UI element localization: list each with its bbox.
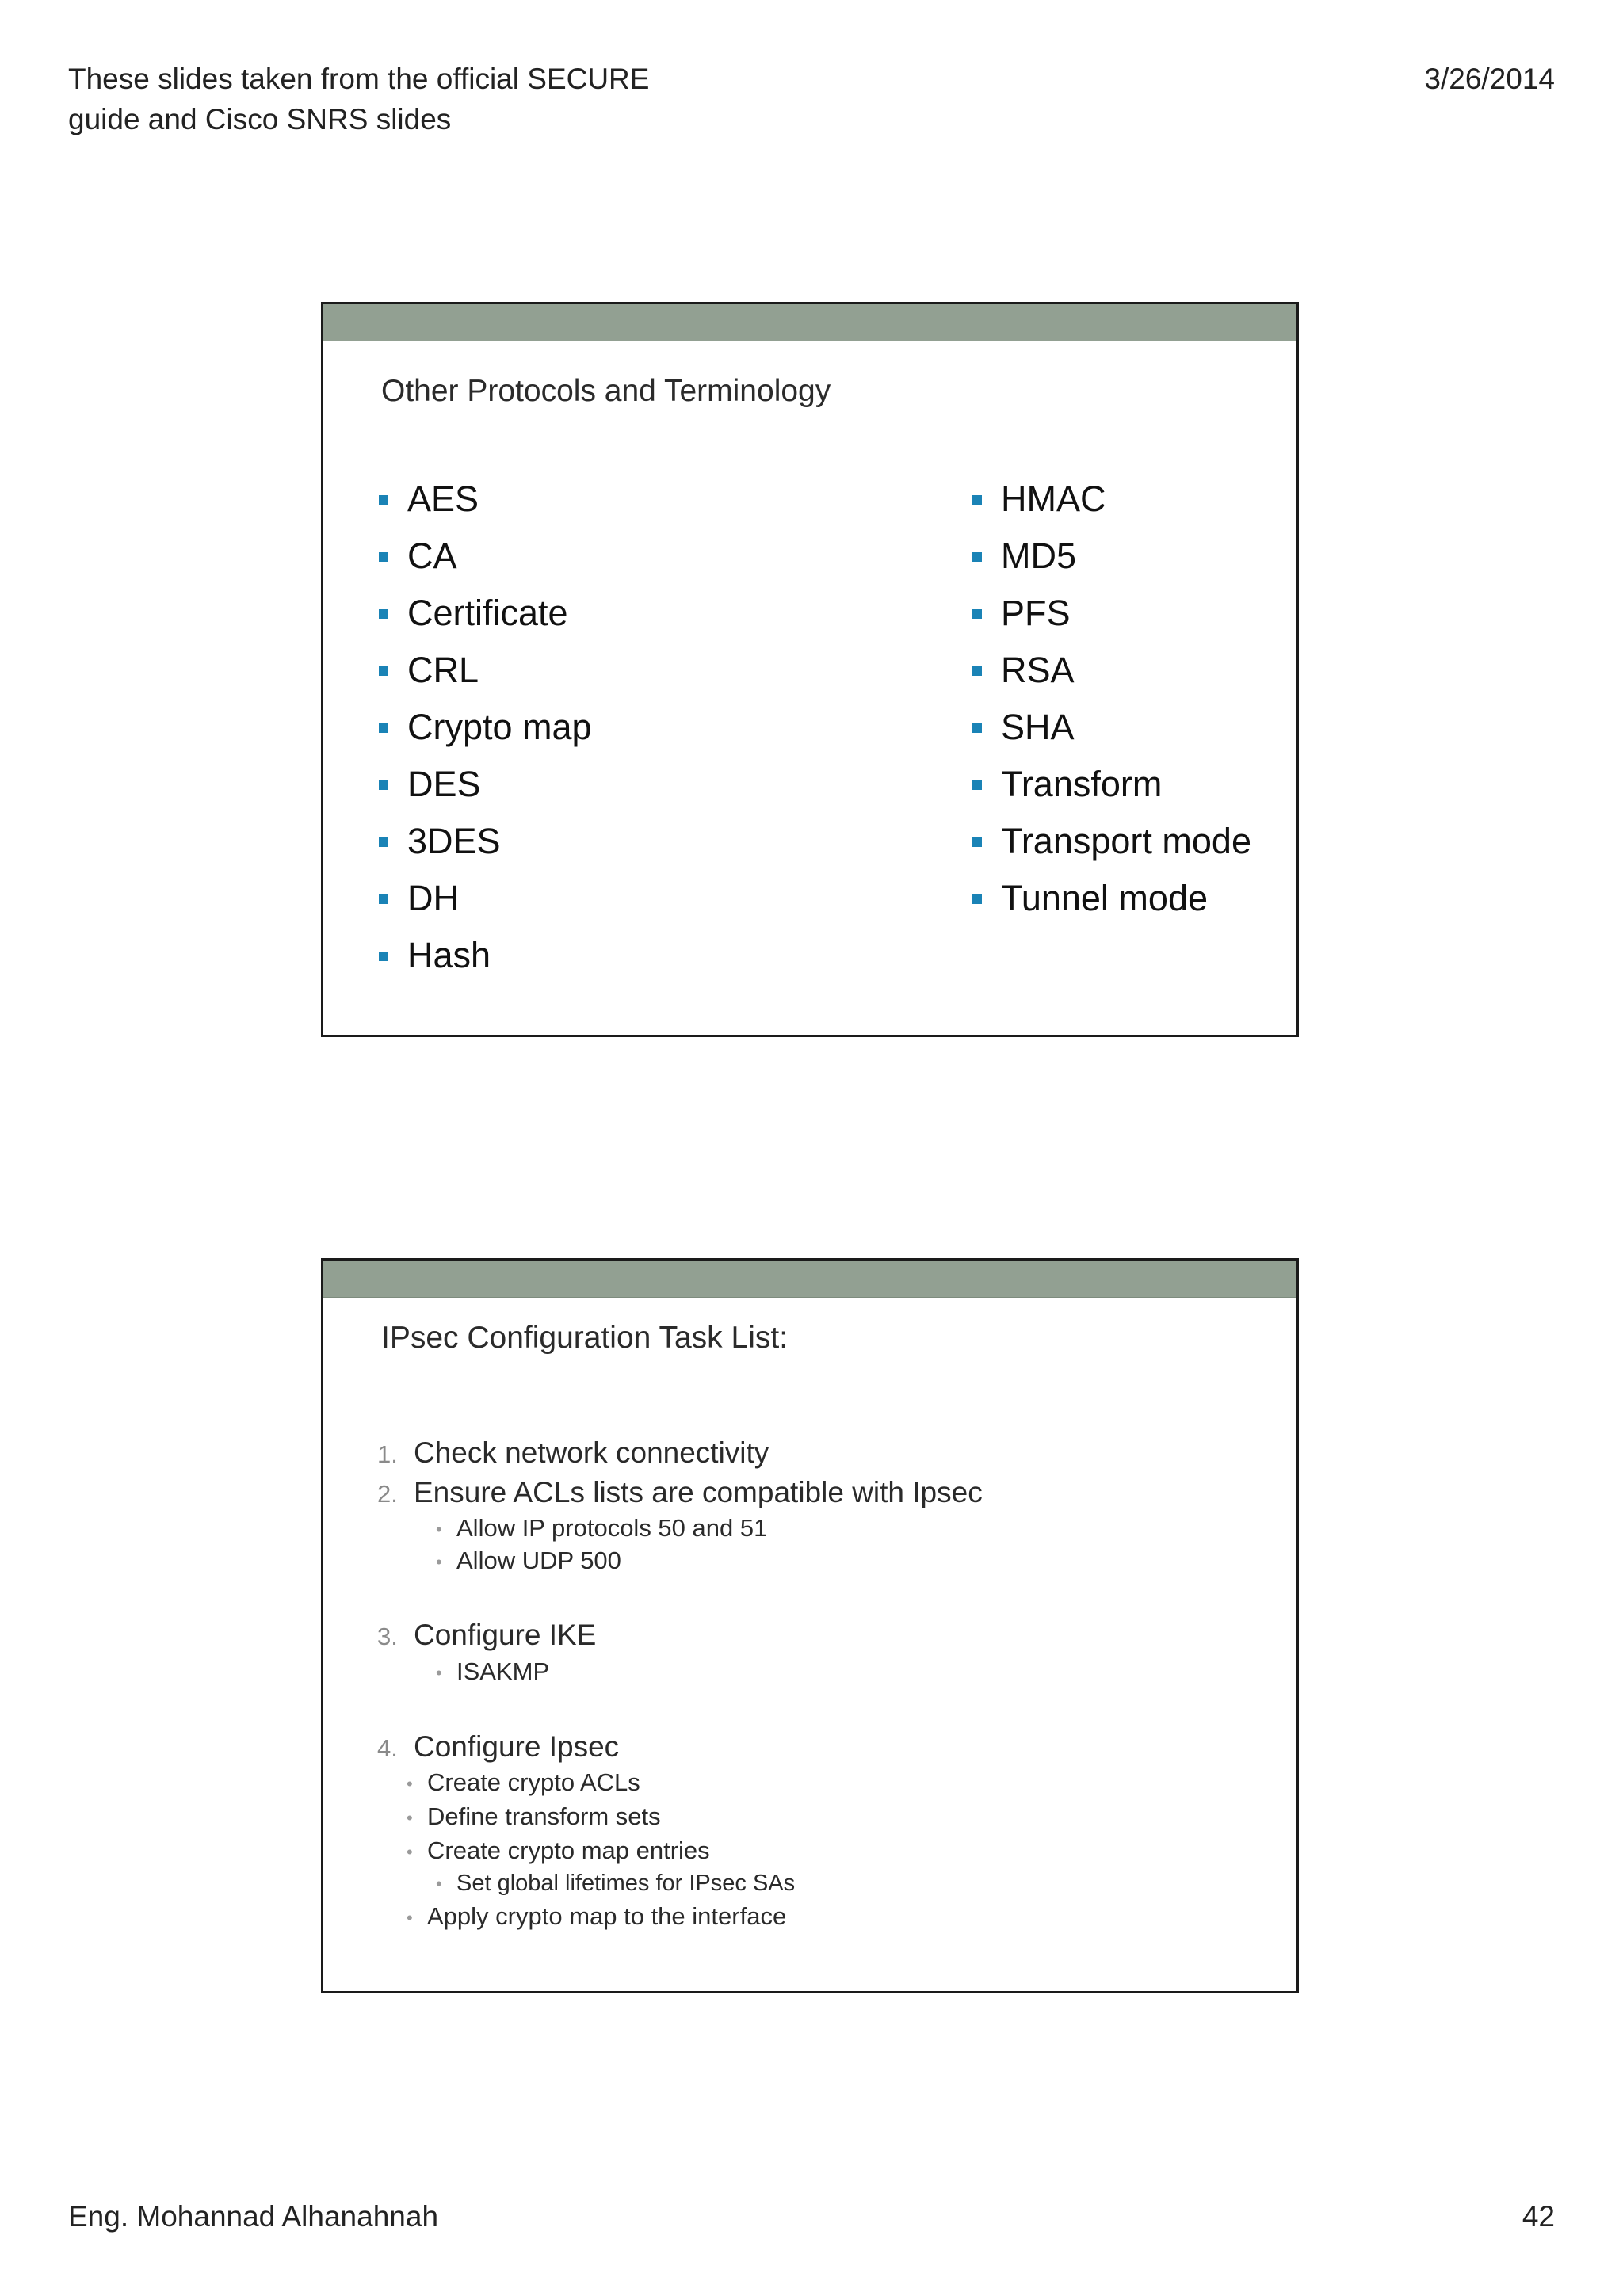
square-bullet-icon (379, 609, 388, 619)
term-label: Certificate (407, 593, 568, 633)
sub-item-label: Define transform sets (427, 1802, 661, 1830)
terms-left-column (377, 471, 592, 984)
square-bullet-icon (972, 780, 982, 790)
term-label: MD5 (1001, 536, 1077, 576)
term-item (377, 870, 592, 927)
square-bullet-icon (379, 952, 388, 961)
slide-header-band (323, 304, 1296, 341)
header-line-1: These slides taken from the official SECURE (68, 63, 650, 95)
sub-item (407, 1802, 661, 1831)
page-date: 3/26/2014 (1424, 63, 1555, 95)
sub-item (407, 1768, 640, 1797)
dot-bullet-icon: • (436, 1874, 442, 1894)
task-label: Configure IKE (414, 1619, 597, 1651)
task-label: Ensure ACLs lists are compatible with Ipsec (414, 1476, 983, 1508)
slide-title: Other Protocols and Terminology (381, 374, 831, 408)
task-label: Check network connectivity (414, 1436, 769, 1469)
term-label: 3DES (407, 821, 501, 861)
term-item (377, 699, 592, 756)
term-label: PFS (1001, 593, 1071, 633)
task-item (377, 1436, 769, 1470)
term-item (971, 471, 1251, 528)
term-item (971, 756, 1251, 813)
term-item (971, 585, 1251, 642)
term-label: AES (407, 479, 479, 519)
task-number: 1. (377, 1440, 398, 1468)
square-bullet-icon (972, 609, 982, 619)
term-label: Tunnel mode (1001, 878, 1208, 918)
dot-bullet-icon: • (407, 1841, 413, 1862)
term-item (971, 528, 1251, 585)
term-label: CA (407, 536, 457, 576)
term-label: Crypto map (407, 707, 592, 747)
square-bullet-icon (972, 894, 982, 904)
square-bullet-icon (379, 837, 388, 847)
sub-item (407, 1902, 786, 1931)
header-line-2: guide and Cisco SNRS slides (68, 103, 452, 135)
dot-bullet-icon: • (407, 1907, 413, 1928)
square-bullet-icon (379, 894, 388, 904)
sub-item-label: Allow UDP 500 (456, 1547, 621, 1574)
square-bullet-icon (379, 666, 388, 676)
task-item (377, 1730, 619, 1764)
dot-bullet-icon: • (407, 1773, 413, 1794)
author-name: Eng. Mohannad Alhanahnah (68, 2200, 439, 2233)
term-item (971, 699, 1251, 756)
sub-item-label: Allow IP protocols 50 and 51 (456, 1514, 768, 1542)
sub-item-label: Create crypto map entries (427, 1836, 710, 1864)
term-label: CRL (407, 650, 479, 690)
term-item (971, 870, 1251, 927)
sub-item-label: Apply crypto map to the interface (427, 1902, 787, 1930)
term-item (377, 927, 592, 984)
sub-item (436, 1547, 621, 1575)
slide-terminology (321, 302, 1299, 1037)
slide-ipsec-tasks (321, 1258, 1299, 1993)
task-item (377, 1476, 983, 1509)
sub-item-label: ISAKMP (456, 1657, 550, 1685)
term-label: Transform (1001, 764, 1163, 804)
term-item (377, 642, 592, 699)
term-item (377, 471, 592, 528)
dot-bullet-icon: • (436, 1519, 442, 1539)
term-item (377, 756, 592, 813)
dot-bullet-icon: • (407, 1807, 413, 1828)
square-bullet-icon (379, 495, 388, 505)
sub-item-label: Set global lifetimes for IPsec SAs (456, 1871, 796, 1896)
term-label: DH (407, 878, 459, 918)
term-label: Hash (407, 935, 491, 975)
sub-item (436, 1514, 767, 1543)
task-number: 3. (377, 1623, 398, 1650)
sub-item (436, 1657, 549, 1686)
square-bullet-icon (379, 723, 388, 733)
term-item (971, 813, 1251, 870)
square-bullet-icon (379, 552, 388, 562)
slide-title: IPsec Configuration Task List: (381, 1321, 789, 1355)
term-item (377, 813, 592, 870)
page-number: 42 (1522, 2200, 1555, 2233)
task-number: 2. (377, 1480, 398, 1508)
term-item (377, 528, 592, 585)
term-label: RSA (1001, 650, 1075, 690)
dot-bullet-icon: • (436, 1662, 442, 1683)
square-bullet-icon (972, 552, 982, 562)
slide-header-band (323, 1261, 1296, 1298)
term-item (971, 642, 1251, 699)
task-number: 4. (377, 1734, 398, 1762)
dot-bullet-icon: • (436, 1551, 442, 1572)
task-label: Configure Ipsec (414, 1730, 620, 1763)
square-bullet-icon (972, 723, 982, 733)
page-header-note (68, 59, 781, 139)
nested-sub-item (436, 1871, 795, 1897)
task-item (377, 1619, 596, 1652)
term-label: Transport mode (1001, 821, 1251, 861)
square-bullet-icon (972, 837, 982, 847)
term-label: HMAC (1001, 479, 1106, 519)
term-label: DES (407, 764, 481, 804)
sub-item (407, 1836, 710, 1865)
square-bullet-icon (972, 495, 982, 505)
term-item (377, 585, 592, 642)
term-label: SHA (1001, 707, 1075, 747)
square-bullet-icon (379, 780, 388, 790)
square-bullet-icon (972, 666, 982, 676)
terms-right-column (971, 471, 1251, 927)
sub-item-label: Create crypto ACLs (427, 1768, 640, 1796)
